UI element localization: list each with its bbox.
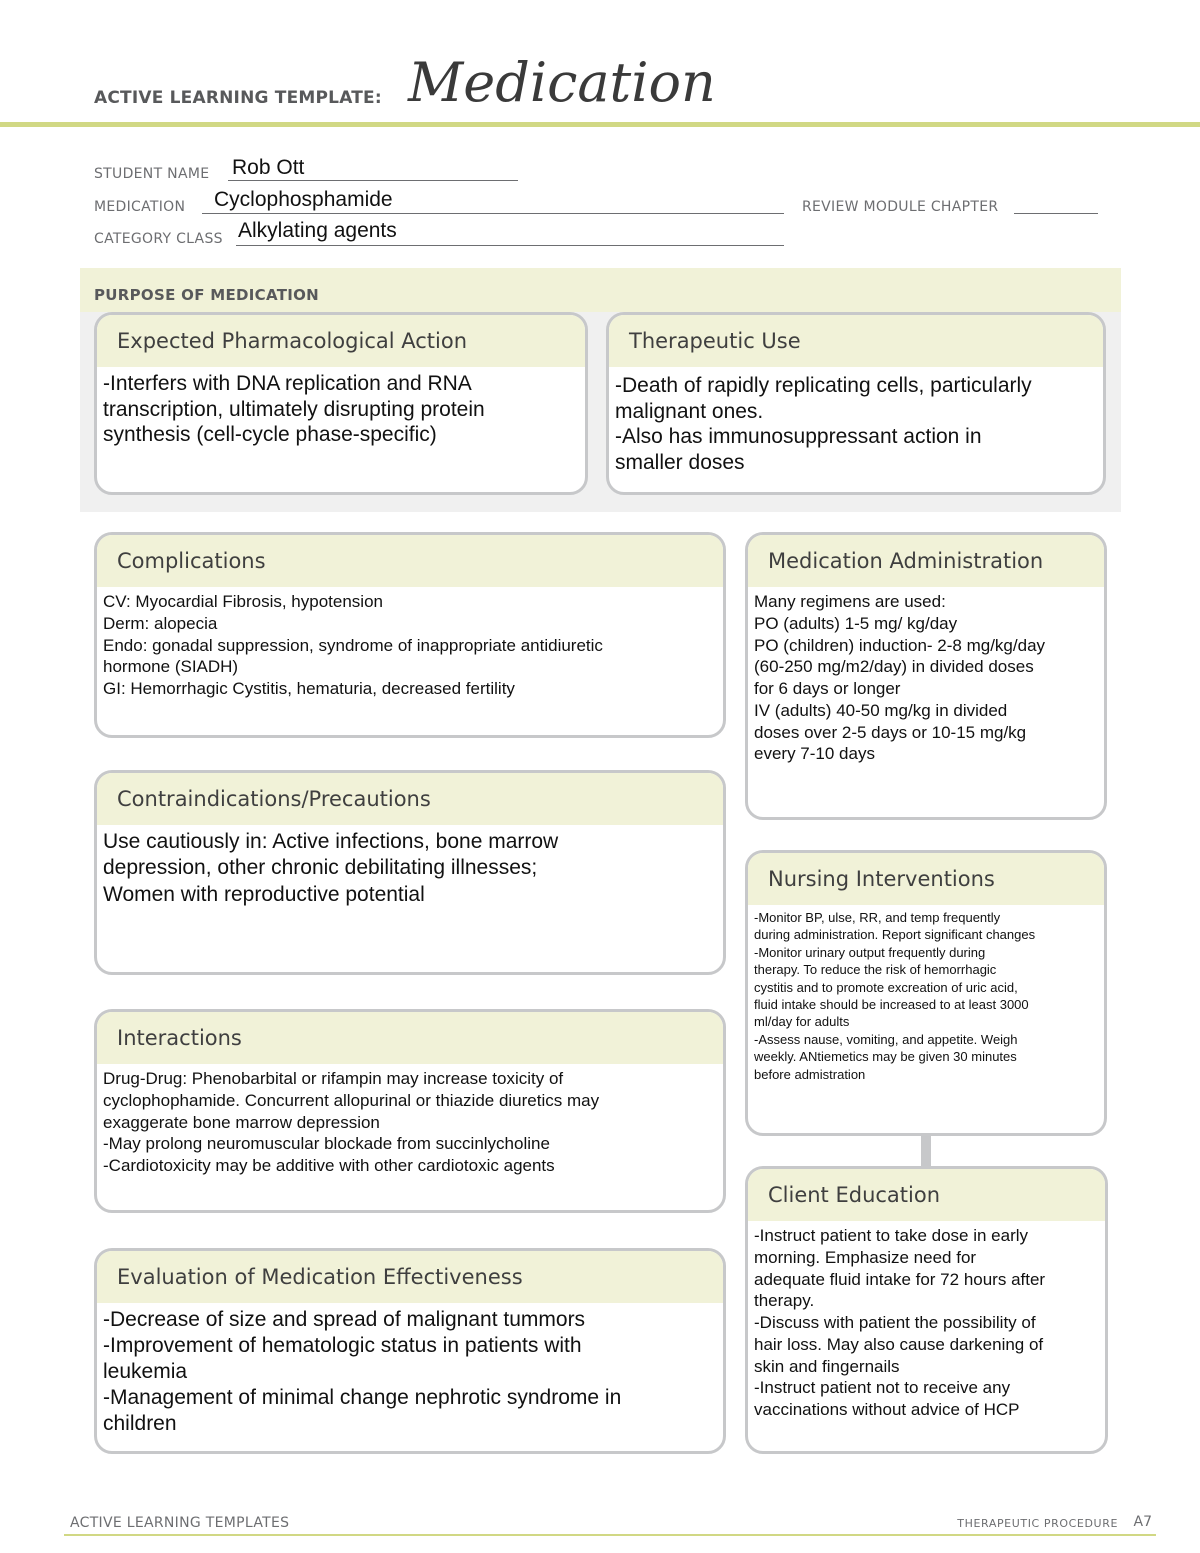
connector-bar [921, 1134, 931, 1166]
client-education-text[interactable]: -Instruct patient to take dose in early morning. Emphasize need for adequate fluid intake for 72 hours after therapy. -Discuss with patient the possibility of hair loss. May also cause darkening of skin and fingernails -Instruct patient not to receive any vaccinations without advice of HCP [754, 1226, 1046, 1419]
therapeutic-use-heading: Therapeutic Use [609, 315, 1103, 367]
nursing-interventions-text[interactable]: -Monitor BP, ulse, RR, and temp frequently during administration. Report significant changes -Monitor urinary output frequently during therapy. To reduce the risk of hemorrhagic cystitis and to promote excreation of uric acid, fluid intake should be increased to at least 3000 ml/day for adults -Assess nause, vomiting, and appetite. Weigh weekly. ANtiemetics may be given 30 minutes before admistration [754, 910, 1036, 1082]
medication-administration-heading: Medication Administration [748, 535, 1104, 587]
nursing-interventions-heading: Nursing Interventions [748, 853, 1104, 905]
student-name-line [228, 180, 518, 181]
medication-administration-text[interactable]: Many regimens are used: PO (adults) 1-5 mg/ kg/day PO (children) induction- 2-8 mg/kg/day (60-250 mg/m2/day) in divided doses for 6 days or longer IV (adults) 40-50 mg/kg in divided doses over 2-5 days or 10-15 mg/kg every 7-10 days [754, 592, 1046, 764]
expected-action-heading: Expected Pharmacological Action [97, 315, 585, 367]
nursing-interventions-card [745, 850, 1107, 1136]
template-title: Medication [408, 51, 716, 114]
complications-card [94, 532, 726, 738]
footer-left: ACTIVE LEARNING TEMPLATES [70, 1515, 290, 1531]
complications-heading: Complications [97, 535, 723, 587]
template-label: ACTIVE LEARNING TEMPLATE: [94, 88, 382, 108]
evaluation-card [94, 1248, 726, 1454]
footer-page-number: A7 [1133, 1514, 1152, 1530]
medication-administration-card [745, 532, 1107, 820]
interactions-text[interactable]: Drug-Drug: Phenobarbital or rifampin may increase toxicity of cyclophophamide. Concurrent allopurinal or thiazide diuretics may exaggerate bone marrow depression -May prolong neuromuscular blockade from succinlycholine -Cardiotoxicity may be additive with other cardiotoxic agents [103, 1069, 600, 1175]
interactions-card [94, 1009, 726, 1213]
contraindications-heading: Contraindications/Precautions [97, 773, 723, 825]
header-rule [0, 122, 1200, 127]
review-module-line[interactable] [1014, 213, 1098, 214]
footer-right: THERAPEUTIC PROCEDURE [957, 1517, 1118, 1530]
footer-rule [64, 1534, 1156, 1536]
evaluation-text[interactable]: -Decrease of size and spread of malignant tummors -Improvement of hematologic status in patients with leukemia -Management of minimal change nephrotic syndrome in children [103, 1308, 622, 1436]
medication-field[interactable]: Cyclophosphamide [214, 188, 393, 211]
therapeutic-use-card [606, 312, 1106, 495]
contraindications-card [94, 770, 726, 975]
purpose-title: PURPOSE OF MEDICATION [94, 286, 320, 304]
interactions-heading: Interactions [97, 1012, 723, 1064]
medication-line [202, 213, 784, 214]
client-education-card [745, 1166, 1108, 1454]
medication-label: MEDICATION [94, 199, 186, 215]
category-class-line [236, 245, 784, 246]
expected-action-card [94, 312, 588, 495]
category-class-label: CATEGORY CLASS [94, 231, 223, 247]
contraindications-text[interactable]: Use cautiously in: Active infections, bone marrow depression, other chronic debilitating illnesses; Women with reproductive potential [103, 830, 559, 906]
student-name-label: STUDENT NAME [94, 166, 210, 182]
complications-text[interactable]: CV: Myocardial Fibrosis, hypotension Derm: alopecia Endo: gonadal suppression, syndrome of inappropriate antidiuretic hormone (SIADH) GI: Hemorrhagic Cystitis, hematuria, decreased fertility [103, 592, 603, 698]
review-module-label: REVIEW MODULE CHAPTER [802, 199, 999, 215]
evaluation-heading: Evaluation of Medication Effectiveness [97, 1251, 723, 1303]
therapeutic-use-text[interactable]: -Death of rapidly replicating cells, particularly malignant ones. -Also has immunosuppressant action in smaller doses [615, 374, 1032, 474]
client-education-heading: Client Education [748, 1169, 1105, 1221]
expected-action-text[interactable]: -Interfers with DNA replication and RNA transcription, ultimately disrupting protein synthesis (cell-cycle phase-specific) [103, 372, 485, 447]
student-name-field[interactable]: Rob Ott [232, 156, 305, 179]
category-class-field[interactable]: Alkylating agents [238, 219, 397, 242]
